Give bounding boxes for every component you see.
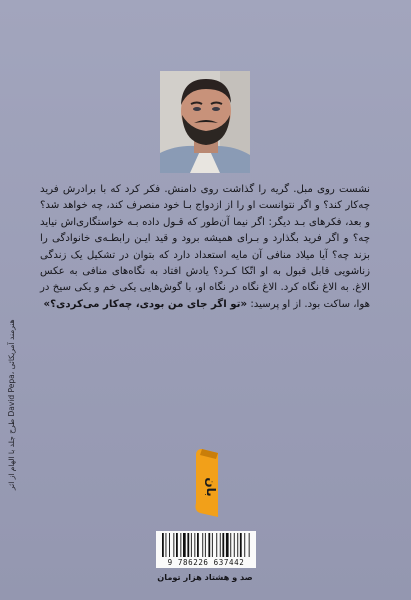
author-photo bbox=[160, 71, 250, 173]
barcode-bar bbox=[212, 533, 213, 557]
barcode-bar bbox=[240, 533, 242, 557]
barcode-bar bbox=[237, 533, 238, 557]
barcode-bar bbox=[197, 533, 199, 557]
barcode-bar bbox=[226, 533, 229, 557]
isbn-digits: 9 786226 637442 bbox=[167, 558, 245, 567]
back-cover-blurb bbox=[40, 182, 370, 313]
barcode-bar bbox=[205, 533, 206, 557]
barcode-bar bbox=[216, 533, 217, 557]
barcode-bar bbox=[180, 533, 181, 557]
barcode-bar bbox=[230, 533, 231, 557]
barcode-bar bbox=[194, 533, 195, 557]
barcode-bar bbox=[191, 533, 192, 557]
barcode-bar bbox=[202, 533, 203, 557]
blurb-paragraph: نشست روی مبل. گریه را گذاشت روی دامنش. فکر کرد که با برادرش فرید چه‌کار کند؟ و اگر نتوانست او را از ازدواج بـا خود منصرف کند، چه خواهد شد؟ و بعد، فکرهای بـد دیگر: اگر نیما آن‌طور که قـول داده بـه خواستگاری‌اش نیاید چه؟ و اگر فرید بگذارد و بـرای همیشه برود و قید ایـن رابطـه‌ی خانوادگی را بزند چه؟ آیا میلاد منافی آن مایه استعداد دارد که بتوان در تشکیل یک زندگی زناشویی قابل قبول به او اتّکا کـرد؟ یادش افتاد به نگاه‌های منافی به عکس الاغ. به الاغ نگاه کرد. الاغ نگاه در نگاه او، با گوش‌هایی یکی خم و یکی سیخ در هوا، ساکت بود. از او پرسید: bbox=[40, 184, 370, 310]
barcode-bar bbox=[208, 533, 210, 557]
barcode-bar bbox=[187, 533, 189, 557]
barcode-bar bbox=[176, 533, 178, 557]
barcode-bar bbox=[162, 533, 164, 557]
blurb-quote: «تو اگر جای من بودی، چه‌کار می‌کردی؟» bbox=[43, 298, 248, 310]
price-label: صد و هشتاد هزار تومان bbox=[157, 572, 253, 582]
barcode-bar bbox=[173, 533, 174, 557]
barcode-bars bbox=[160, 533, 252, 557]
cover-design-credit: طرح جلد با الهام از اثر David Pepa، هنرمند آمریکائی bbox=[7, 319, 16, 490]
barcode-bar bbox=[183, 533, 186, 557]
publisher-logo-icon bbox=[192, 447, 222, 519]
barcode-bar bbox=[234, 533, 235, 557]
barcode-bar bbox=[169, 533, 170, 557]
barcode-bar bbox=[249, 533, 250, 557]
isbn-barcode bbox=[156, 531, 256, 568]
barcode-bar bbox=[166, 533, 167, 557]
publisher-logo bbox=[192, 447, 222, 519]
barcode-bar bbox=[244, 533, 245, 557]
publisher-logo-text: بان bbox=[204, 477, 218, 497]
barcode-bar bbox=[222, 533, 224, 557]
barcode-bar bbox=[220, 533, 221, 557]
